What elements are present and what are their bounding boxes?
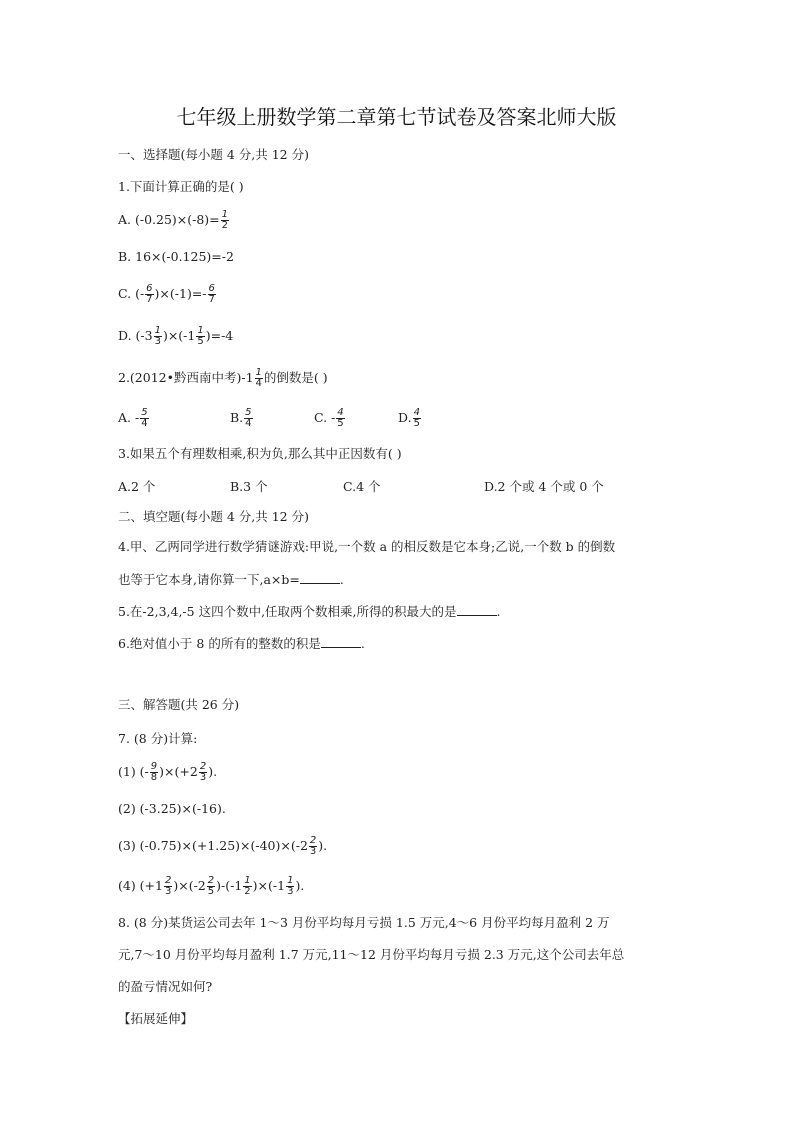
fraction: $\frac{6}{7}$ [208,283,215,305]
section2-heading: 二、填空题(每小题 4 分,共 12 分) [118,509,309,524]
fraction: $\frac{5}{4}$ [245,407,252,429]
fraction: $\frac{6}{7}$ [146,283,153,305]
q1-d-text: )=-4 [205,328,234,343]
answer-blank [321,635,361,648]
q8-line2: 元,7～10 月份平均每月盈利 1.7 万元,11～12 月份平均每月亏损 2.3 万元,这个公司去年总 [118,947,625,962]
q4-line2: 也等于它本身,请你算一下,a×b= . [118,572,344,587]
q7-part4: (4) (+1 $\frac{2}{3}$ )×(-2 $\frac{2}{5}$ )-(-1 $\frac{1}{2}$ )×(-1 $\frac{1}{3}$ ). [118,875,305,897]
fraction: $\frac{1}{3}$ [287,875,294,897]
fraction: $\frac{2}{3}$ [199,761,207,783]
q1-option-b: B. 16×(-0.125)=-2 [118,249,234,264]
q7-stem: 7. (8 分)计算: [118,731,198,746]
q3-stem: 3.如果五个有理数相乘,积为负,那么其中正因数有( ) [118,446,402,461]
q2-option-a: A. - $\frac{5}{4}$ [118,407,148,429]
q1-option-c [118,284,217,305]
q7-part1: (1) (- $\frac{9}{8}$ )×(+2 $\frac{2}{3}$ ). [118,761,218,783]
fraction: $\frac{4}{5}$ [337,407,344,429]
q2-stem [118,368,328,389]
q1-option-d [118,326,233,347]
page-title: 七年级上册数学第二章第七节试卷及答案北师大版 [176,105,617,129]
answer-blank [300,571,340,584]
fraction: $\frac{1}{2}$ [244,875,251,897]
answer-blank [457,603,497,616]
q1-a-text: A. (-0.25)×(-8)= [118,212,220,227]
q1-d-text: D. (-3 [118,328,153,343]
fraction: $\frac{1}{2}$ [221,209,229,231]
q2-stem-text: 2.(2012•黔西南中考)-1 [118,370,254,385]
q4-line1: 4.甲、乙两同学进行数学猜谜游戏:甲说,一个数 a 的相反数是它本身;乙说,一个数 b 的倒数 [118,539,616,554]
q1-option-a [118,210,230,231]
q8-line1: 8. (8 分)某货运公司去年 1～3 月份平均每月亏损 1.5 万元,4～6 月份平均每月盈利 2 万 [118,915,610,930]
fraction: $\frac{2}{3}$ [164,875,172,897]
q1-d-text: )×(-1 [162,328,196,343]
q1-c-text: C. (- [118,286,145,301]
q2-option-c: C. - $\frac{4}{5}$ [314,407,344,429]
q7-part3: (3) (-0.75)×(+1.25)×(-40)×(-2 $\frac{2}{3}$ ). [118,835,328,857]
q6: 6.绝对值小于 8 的所有的整数的积是 . [118,636,365,651]
q3-option-c: C.4 个 [343,479,381,494]
q1-stem: 1.下面计算正确的是( ) [118,179,244,194]
q3-option-b: B.3 个 [230,479,268,494]
q8-line3: 的盈亏情况如何? [118,979,213,994]
q2-option-d: D. $\frac{4}{5}$ [398,407,420,429]
q3-option-d: D.2 个或 4 个或 0 个 [484,479,604,494]
fraction: $\frac{5}{4}$ [141,407,148,429]
fraction: $\frac{2}{5}$ [207,875,215,897]
fraction: $\frac{1}{4}$ [255,367,262,389]
q5: 5.在-2,3,4,-5 这四个数中,任取两个数相乘,所得的积最大的是 . [118,604,501,619]
fraction: $\frac{1}{5}$ [197,325,204,347]
q2-stem-text: 的倒数是( ) [263,370,328,385]
fraction: $\frac{1}{3}$ [154,325,161,347]
fraction: $\frac{4}{5}$ [413,407,420,429]
q7-part2: (2) (-3.25)×(-16). [118,801,226,816]
q2-option-b: B. $\frac{5}{4}$ [230,407,252,429]
fraction: $\frac{2}{3}$ [309,835,317,857]
q3-option-a: A.2 个 [118,479,156,494]
extension-heading: 【拓展延伸】 [118,1011,194,1026]
section3-heading: 三、解答题(共 26 分) [118,697,240,712]
section1-heading: 一、选择题(每小题 4 分,共 12 分) [118,147,309,162]
fraction: $\frac{9}{8}$ [150,761,158,783]
q1-c-text: )×(-1)=- [154,286,207,301]
